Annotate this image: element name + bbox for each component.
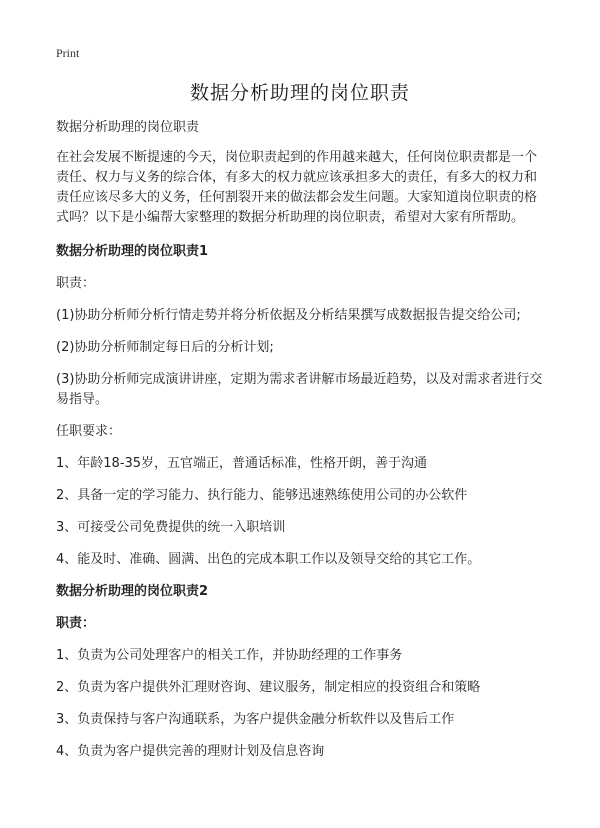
requirements-label: 任职要求：: [56, 424, 122, 439]
duty-item: 4、负责为客户提供完善的理财计划及信息咨询: [56, 744, 325, 759]
intro-paragraph: 在社会发展不断提速的今天，岗位职责起到的作用越来越大，任何岗位职责都是一个责任、权力与义务的综合体，有多大的权力就应该承担多大的责任，有多大的权力和责任应该尽多大的义务，任何割裂开来的做法都会发生问题。大家知道岗位职责的格式吗？以下是小编帮大家整理的数据分析助理的岗位职责，希望对大家有所帮助。: [56, 150, 538, 225]
section-heading-2: 数据分析助理的岗位职责2: [56, 584, 209, 599]
duty-item: (3)协助分析师完成演讲讲座，定期为需求者讲解市场最近趋势，以及对需求者进行交易指导。: [56, 372, 543, 407]
requirement-item: 4、能及时、准确、圆满、出色的完成本职工作以及领导交给的其它工作。: [56, 552, 481, 567]
section-heading-1: 数据分析助理的岗位职责1: [56, 244, 209, 259]
document-body: [56, 118, 548, 774]
duties-label-2: 职责：: [56, 616, 96, 631]
duty-item: 1、负责为公司处理客户的相关工作，并协助经理的工作事务: [56, 648, 403, 663]
print-link[interactable]: Print: [56, 46, 80, 60]
duty-item: 3、负责保持与客户沟通联系，为客户提供金融分析软件以及售后工作: [56, 712, 455, 727]
requirement-item: 2、具备一定的学习能力、执行能力、能够迅速熟练使用公司的办公软件: [56, 488, 468, 503]
duty-item: (2)协助分析师制定每日后的分析计划;: [56, 340, 274, 355]
page-title: 数据分析助理的岗位职责: [189, 82, 410, 104]
requirement-item: 3、可接受公司免费提供的统一入职培训: [56, 520, 286, 535]
document-subtitle: 数据分析助理的岗位职责: [56, 120, 200, 135]
requirement-item: 1、年龄18-35岁，五官端正，普通话标准，性格开朗，善于沟通: [56, 456, 428, 471]
duty-item: (1)协助分析师分析行情走势并将分析依据及分析结果撰写成数据报告提交给公司;: [56, 308, 521, 323]
duty-item: 2、负责为客户提供外汇理财咨询、建议服务，制定相应的投资组合和策略: [56, 680, 481, 695]
duties-label-1: 职责：: [56, 276, 96, 291]
